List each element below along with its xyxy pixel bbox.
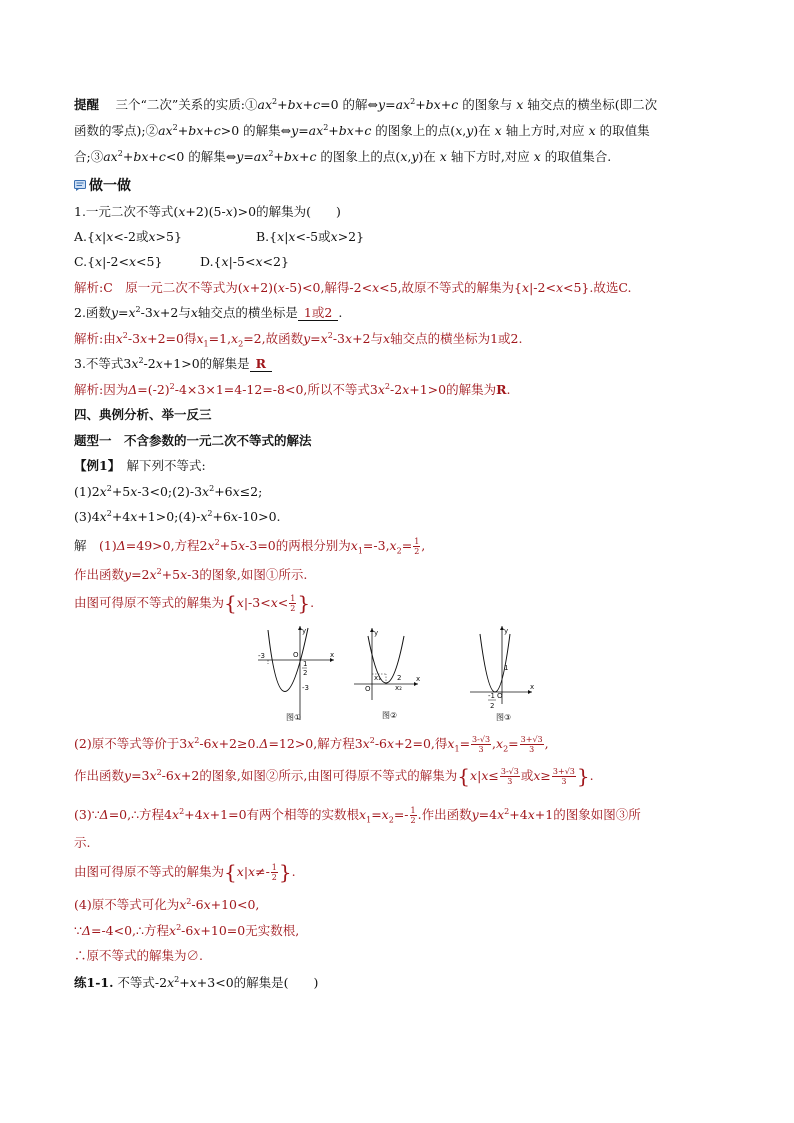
solution-1c: 由图可得原不等式的解集为{x|-3<x< $\frac{1}{2}$ }. <box>74 591 315 615</box>
figure-1-caption: 图① <box>286 713 302 722</box>
solution-2a: (2)原不等式等价于$3x^2-6x+2\ge 0.\Delta=12>0$,解方程$3x^2-6x+2=0$,得$x_1=$ $\frac{3-√3}{3}$ $,x_2=$ $\frac{3+√3}{3}$ , <box>74 735 549 754</box>
tip-line-2: 函数的零点)$;②ax^2+bx+c>0$ 的解集$\Leftrightarrow y=ax^2+bx+c$ 的图象上的点(x,y)在 x 轴上方时,对应 x 的取值集 <box>74 122 650 138</box>
q3-answer: R <box>250 356 272 372</box>
figure-3 <box>468 624 540 724</box>
tip-line-1 <box>74 96 657 114</box>
exercise-1-1: 练1-1. 不等式$-2x^2+x+3<0$的解集是( ) <box>74 974 319 990</box>
example1-parts-3-4: $(3)4x^2+4x+1>0;(4)-x^2+6x-10>0$. <box>74 508 281 524</box>
figure-3-label-one: 1 <box>504 664 509 672</box>
figure-2-label-x: x <box>416 675 421 683</box>
figure-3-label-o: O <box>497 692 503 700</box>
q1-stem: 1.一元二次不等式(x+2)(5-x)>0的解集为( ) <box>74 204 341 219</box>
figure-2-label-two: 2 <box>397 674 402 682</box>
figure-1-label-two: 2 <box>303 669 308 677</box>
figure-3-label-neg1: -1 <box>488 692 495 700</box>
solution-4a: (4)原不等式可化为$x^2-6x+10<0$, <box>74 896 260 912</box>
figure-1-label-one: 1 <box>303 660 308 668</box>
figure-3-label-y: y <box>504 627 509 635</box>
tip-line-3: 合$;③ax^2+bx+c<0$ 的解集$\Leftrightarrow y=ax^2+bx+c$ 的图象上的点(x,y)在 x 轴下方时,对应 x 的取值集合. <box>74 148 612 164</box>
solution-1a: 解 (1)Δ=49>0,方程$2x^2+5x-3=0$的两根分别为$x_1=-3,x_2=$ $\frac{1}{2}$ , <box>74 537 426 556</box>
practice-heading: 做一做 <box>74 177 131 195</box>
example1-stem: 【例1】 解下列不等式: <box>74 458 206 473</box>
exercise-label: 练1-1. <box>74 975 114 990</box>
figure-1-label-y: y <box>302 627 307 635</box>
example1-parts-1-2: $(1)2x^2+5x-3<0;(2)-3x^2+6x\le 2$; <box>74 483 263 499</box>
figure-3-caption: 图③ <box>496 713 512 722</box>
solution-3c: 由图可得原不等式的解集为{x|x≠- $\frac{1}{2}$ }. <box>74 860 296 884</box>
q3-stem: 3.不等式$3x^2-2x+1>0$的解集是 R <box>74 355 272 373</box>
figure-2-caption: 图② <box>382 711 398 720</box>
q1-option-b: B.{x|x<-5或x>2} <box>256 229 365 244</box>
q2-analysis: 解析:由$x^2-3x+2=0$得$x_1=1,x_2=2$,故函数$y=x^2-3x+2$与x轴交点的横坐标为1或2. <box>74 330 523 349</box>
type-heading: 题型一 不含参数的一元二次不等式的解法 <box>74 433 312 448</box>
figure-2-label-x1: x₁ <box>374 674 381 682</box>
solution-3a: (3)∵Δ=0,∴方程$4x^2+4x+1=0$有两个相等的实数根$x_1=x_2=-$ $\frac{1}{2}$ .作出函数$y=4x^2+4x+1$的图象如图③所 <box>74 806 641 825</box>
solution-2b: 作出函数$y=3x^2-6x+2$的图象,如图②所示,由图可得原不等式的解集为{x|x≤ $\frac{3-√3}{3}$ 或x≥ $\frac{3+√3}{3}$ }. <box>74 764 594 788</box>
figure-1 <box>256 624 336 724</box>
q1-option-d: D.{x|-5<x<2} <box>200 254 289 269</box>
solution-1b: 作出函数$y=2x^2+5x-3$的图象,如图①所示. <box>74 566 308 582</box>
q2-stem: 2.函数$y=x^2-3x+2$与x轴交点的横坐标是 1或2 . <box>74 304 343 320</box>
figure-1-label-o: O <box>293 651 299 659</box>
figure-2 <box>352 626 424 722</box>
q3-analysis: 解析:因为$\Delta=(-2)^2-4\times 3\times 1=4-12=-8<0$,所以不等式$3x^2-2x+1>0$的解集为R. <box>74 381 511 397</box>
solution-4b: ∵Δ=-4<0,∴方程$x^2-6x+10=0$无实数根, <box>74 922 300 938</box>
figure-2-label-o: O <box>365 685 371 693</box>
tip-label: 提醒 <box>74 97 100 112</box>
figure-1-label-x: x <box>330 651 335 659</box>
figure-1-label-yint: -3 <box>302 684 309 692</box>
figure-3-label-two: 2 <box>490 702 495 710</box>
q2-answer: 1或2 <box>298 305 338 321</box>
figure-3-label-x: x <box>530 683 535 691</box>
figure-2-label-x2: x₂ <box>395 684 402 692</box>
figure-2-label-y: y <box>374 629 379 637</box>
chat-icon <box>74 180 86 191</box>
solution-3b: 示. <box>74 835 91 850</box>
solution-4c: ∴原不等式的解集为∅. <box>74 948 203 963</box>
q1-option-a: A.{x|x<-2或x>5} <box>74 229 182 244</box>
q1-analysis: 解析:C 原一元二次不等式为(x+2)(x-5)<0,解得-2<x<5,故原不等式的解集为{x|-2<x<5}.故选C. <box>74 280 632 295</box>
q1-option-c: C.{x|-2<x<5} <box>74 254 163 269</box>
figure-1-label-neg3: -3 <box>258 652 265 660</box>
section-heading: 四、典例分析、举一反三 <box>74 407 212 422</box>
tip-text-1: 三个“二次”关系的实质$:①ax^2+bx+c=0$ 的解$\Leftrightarrow y=ax^2+bx+c$ 的图象与 x 轴交点的横坐标(即二次 <box>103 96 658 112</box>
